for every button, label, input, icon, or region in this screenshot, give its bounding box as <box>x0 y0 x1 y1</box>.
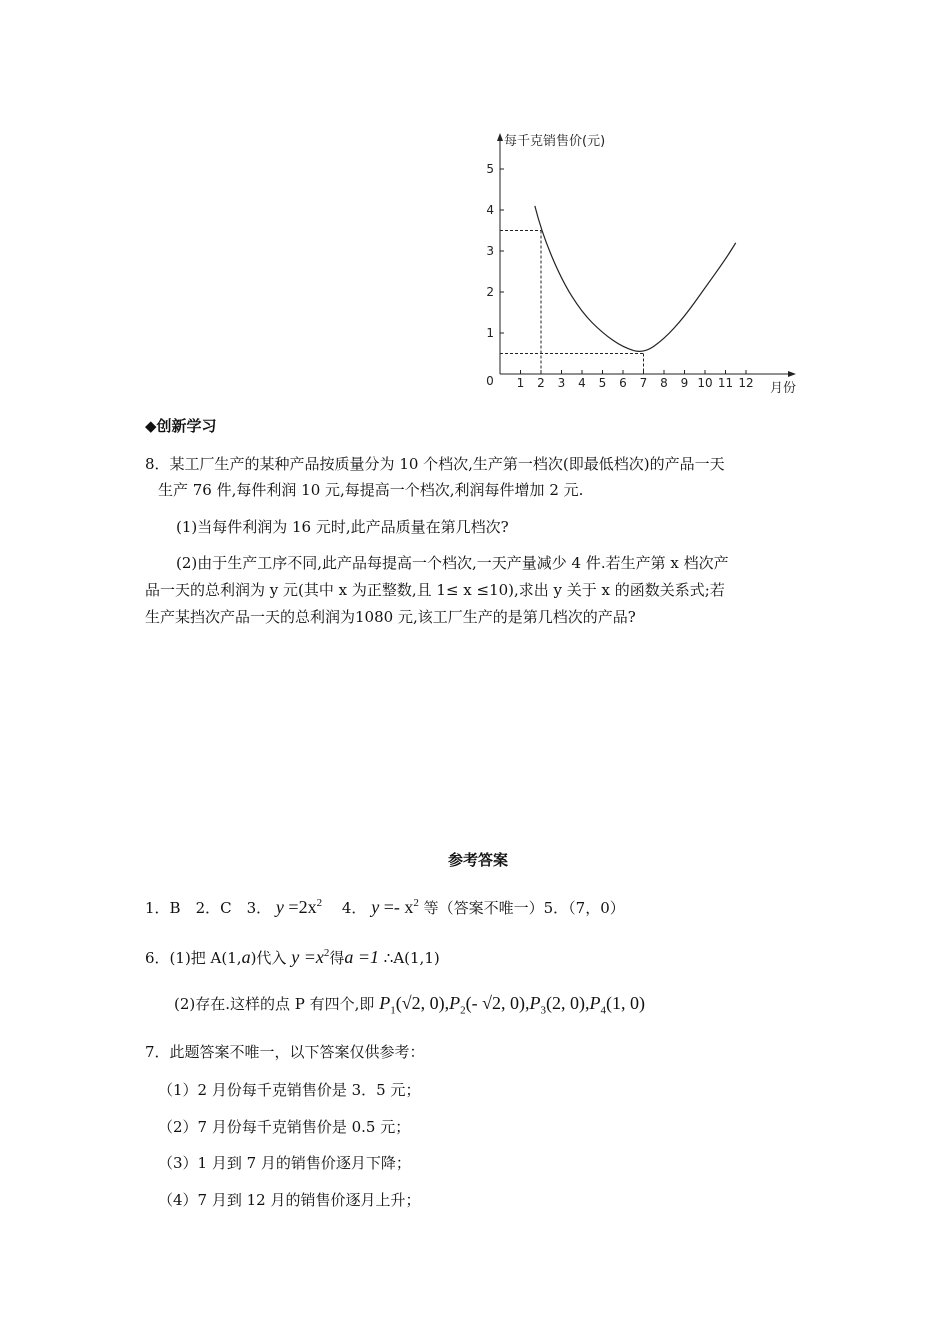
p3-value: (2, 0), <box>545 993 590 1013</box>
y-tick-label-4: 4 <box>486 203 494 217</box>
x-tick-label-8: 8 <box>660 376 668 390</box>
point-p3 <box>529 993 590 1017</box>
q8-line2: 生产 76 件,每件利润 10 元,每提高一个档次,利润每件增加 2 元. <box>158 481 584 499</box>
answers-line6 <box>145 943 440 968</box>
answers-line7: 7．此题答案不唯一，以下答案仅供参考： <box>145 1043 425 1061</box>
line6-lead: 6．(1)把 A(1, <box>145 949 242 967</box>
answers-line1-mid: 4． <box>326 899 367 917</box>
y-axis-arrow <box>497 133 503 141</box>
line6-res: a =1 <box>344 947 379 967</box>
x-tick-label-7: 7 <box>639 376 648 390</box>
x-tick-label-5: 5 <box>598 376 607 390</box>
line6-a: a <box>241 947 251 967</box>
q8-part1: (1)当每件利润为 16 元时,此产品质量在第几档次? <box>176 518 509 536</box>
x-axis-label: 月份 <box>770 381 797 396</box>
p3-label: P <box>529 993 541 1013</box>
answers-line1 <box>145 893 625 918</box>
p2-value: (- √2, 0), <box>465 993 530 1013</box>
y-tick-label-5: 5 <box>486 162 494 176</box>
line6-de: 得 <box>329 949 345 967</box>
x-tick-label-6: 6 <box>619 376 627 390</box>
answer7-item-2: （2）7 月份每千克销售价是 0.5 元； <box>158 1118 411 1136</box>
answers-line6b <box>174 993 645 1021</box>
eq4-exp: 2 <box>413 897 419 909</box>
line6-mid: )代入 <box>250 949 287 967</box>
x-tick-label-10: 10 <box>697 376 713 390</box>
line6-tail: ∴A(1,1) <box>383 949 440 967</box>
answers-line1-lead: 1．B 2．C 3． <box>145 899 272 917</box>
line6b-lead: (2)存在.这样的点 P 有四个,即 <box>174 995 375 1013</box>
y-axis-label: 每千克销售价(元) <box>504 134 606 149</box>
p4-label: P <box>589 993 601 1013</box>
point-p2 <box>449 993 530 1017</box>
eq4-lhs: y <box>371 897 380 917</box>
section-title: ◆创新学习 <box>145 417 217 435</box>
p4-sub: 4 <box>600 1004 606 1017</box>
line6-eq-text: y =x <box>291 947 324 967</box>
price-series-line <box>535 206 736 351</box>
x-tick-label-12: 12 <box>738 376 754 390</box>
eq3-lhs: y <box>275 897 284 917</box>
x-tick-label-2: 2 <box>537 376 545 390</box>
answers-line1-tail: 等（答案不唯一）5．（7，0） <box>423 899 625 917</box>
x-tick-label-11: 11 <box>717 376 734 390</box>
answers-title: 参考答案 <box>448 851 509 869</box>
y-tick-label-2: 2 <box>486 285 494 299</box>
answer7-item-3: （3）1 月到 7 月的销售价逐月下降； <box>158 1154 411 1172</box>
origin-label: 0 <box>486 374 494 388</box>
point-p4 <box>589 993 645 1017</box>
x-tick-label-3: 3 <box>557 376 566 390</box>
p1-value: (√2, 0), <box>395 993 450 1013</box>
eq4-rhs: =- x <box>383 897 414 917</box>
line6-eq <box>291 947 329 967</box>
line6-eq-exp: 2 <box>323 947 330 959</box>
q8-part2-line2: 品一天的总利润为 y 元(其中 x 为正整数,且 1≤ x ≤10),求出 y 关于 x 的函数关系式;若 <box>145 581 725 599</box>
eq3-exp: 2 <box>316 897 323 909</box>
q8-line1: 8．某工厂生产的某种产品按质量分为 10 个档次,生产第一档次(即最低档次)的产品一天 <box>145 455 725 473</box>
x-tick-label-9: 9 <box>680 376 689 390</box>
point-p1 <box>379 993 450 1017</box>
p2-sub: 2 <box>460 1004 466 1017</box>
p1-label: P <box>379 993 391 1013</box>
answer7-item-4: （4）7 月到 12 月的销售价逐月上升； <box>158 1191 421 1209</box>
eq4 <box>371 897 419 917</box>
q8-part2-line3: 生产某挡次产品一天的总利润为1080 元,该工厂生产的是第几档次的产品? <box>145 608 636 626</box>
x-axis-arrow <box>788 371 796 377</box>
eq3-rhs: =2x <box>288 897 317 917</box>
y-tick-label-3: 3 <box>486 244 494 258</box>
p3-sub: 3 <box>540 1004 546 1017</box>
price-chart <box>470 125 810 405</box>
p4-value: (1, 0) <box>605 993 645 1013</box>
y-tick-label-1: 1 <box>486 326 494 340</box>
eq3 <box>276 897 322 917</box>
q8-part2-line1: (2)由于生产工序不同,此产品每提高一个档次,一天产量减少 4 件.若生产第 x 档次产 <box>176 554 729 572</box>
answer7-item-1: （1）2 月份每千克销售价是 3．5 元； <box>158 1081 421 1099</box>
p1-sub: 1 <box>390 1004 396 1017</box>
x-tick-label-4: 4 <box>578 376 586 390</box>
p2-label: P <box>449 993 461 1013</box>
x-tick-label-1: 1 <box>516 376 525 390</box>
